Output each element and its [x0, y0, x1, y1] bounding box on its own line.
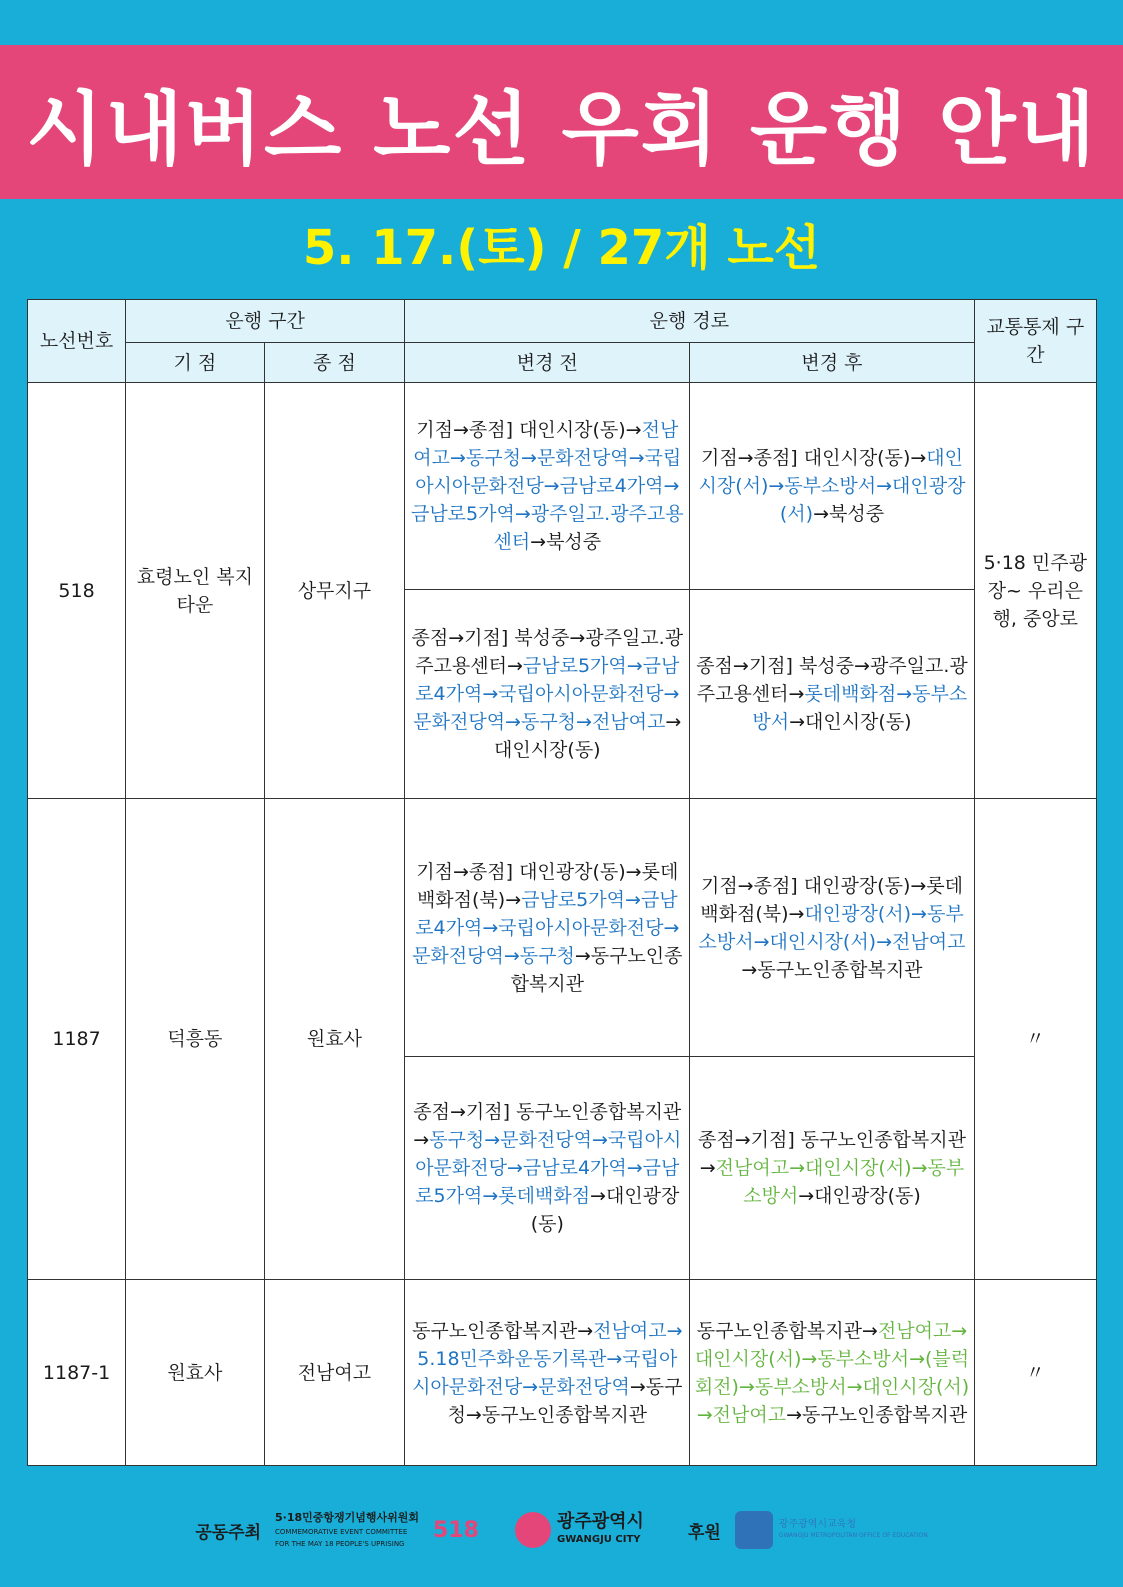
route-after-outbound: 기점→종점] 대인시장(동)→대인시장(서)→동부소방서→대인광장(서)→북성중 — [690, 383, 974, 590]
route-end: 전남여고 — [264, 1280, 405, 1466]
table-row — [28, 1280, 1097, 1466]
header-after: 변경 후 — [690, 343, 974, 383]
route-before-inbound: 종점→기점] 동구노인종합복지관→동구청→문화전당역→국립아시아문화전당→금남로4가역→금남로5가역→롯데백화점→대인광장(동) — [405, 1057, 690, 1280]
page-title: 시내버스 노선 우회 운행 안내 — [26, 82, 1097, 176]
route-start: 원효사 — [126, 1280, 265, 1466]
education-office-emblem-icon — [735, 1511, 773, 1549]
route-control: 5·18 민주광장~ 우리은행, 중앙로 — [974, 383, 1096, 799]
title-banner — [0, 45, 1123, 199]
route-number: 1187 — [28, 799, 126, 1280]
sponsor-label: 후원 — [687, 1522, 721, 1543]
org-518-committee: 5·18민중항쟁기념행사위원회 COMMEMORATIVE EVENT COMMITTEE FOR THE MAY 18 PEOPLE'S UPRISING — [275, 1511, 420, 1548]
education-office-logo: 광주광역시교육청 GWANGJU METROPOLITAN OFFICE OF EDUCATION — [735, 1511, 928, 1549]
route-before-outbound: 기점→종점] 대인시장(동)→전남여고→동구청→문화전당역→국립아시아문화전당→금남로4가역→금남로5가역→광주일고.광주고용센터→북성중 — [405, 383, 690, 590]
header-route-no: 노선번호 — [28, 300, 126, 383]
route-start: 덕흥동 — [126, 799, 265, 1280]
table-row — [28, 799, 1097, 1057]
route-before-inbound: 종점→기점] 북성중→광주일고.광주고용센터→금남로5가역→금남로4가역→국립아시아문화전당→문화전당역→동구청→전남여고→대인시장(동) — [405, 590, 690, 799]
route-control: 〃 — [974, 799, 1096, 1280]
route-after-outbound: 기점→종점] 대인광장(동)→롯데백화점(북)→대인광장(서)→동부소방서→대인시장(서)→전남여고→동구노인종합복지관 — [690, 799, 974, 1057]
header-control: 교통통제 구간 — [974, 300, 1096, 383]
route-after: 동구노인종합복지관→전남여고→대인시장(서)→동부소방서→(블럭회전)→동부소방서→대인시장(서)→전남여고→동구노인종합복지관 — [690, 1280, 974, 1466]
gwangju-emblem-icon — [515, 1512, 551, 1548]
header-path: 운행 경로 — [405, 300, 974, 343]
date-subtitle: 5. 17.(토) / 27개 노선 — [302, 220, 821, 276]
route-after-inbound: 종점→기점] 동구노인종합복지관→전남여고→대인시장(서)→동부소방서→대인광장(동) — [690, 1057, 974, 1280]
header-end: 종 점 — [264, 343, 405, 383]
route-control: 〃 — [974, 1280, 1096, 1466]
route-table — [27, 299, 1097, 1466]
header-start: 기 점 — [126, 343, 265, 383]
route-number: 518 — [28, 383, 126, 799]
route-before: 동구노인종합복지관→전남여고→5.18민주화운동기록관→국립아시아문화전당→문화전당역→동구청→동구노인종합복지관 — [405, 1280, 690, 1466]
header-before: 변경 전 — [405, 343, 690, 383]
route-number: 1187-1 — [28, 1280, 126, 1466]
footer — [0, 1500, 1123, 1560]
header-section: 운행 구간 — [126, 300, 405, 343]
route-end: 원효사 — [264, 799, 405, 1280]
route-end: 상무지구 — [264, 383, 405, 799]
table-row — [28, 383, 1097, 590]
route-start: 효령노인 복지타운 — [126, 383, 265, 799]
route-before-outbound: 기점→종점] 대인광장(동)→롯데백화점(북)→금남로5가역→금남로4가역→국립아시아문화전당→문화전당역→동구청→동구노인종합복지관 — [405, 799, 690, 1057]
518-logo-icon: 518 — [433, 1517, 479, 1543]
gwangju-city-logo: 광주광역시 GWANGJU CITY — [515, 1512, 644, 1548]
route-after-inbound: 종점→기점] 북성중→광주일고.광주고용센터→롯데백화점→동부소방서→대인시장(동) — [690, 590, 974, 799]
cohost-label: 공동주최 — [195, 1522, 262, 1543]
